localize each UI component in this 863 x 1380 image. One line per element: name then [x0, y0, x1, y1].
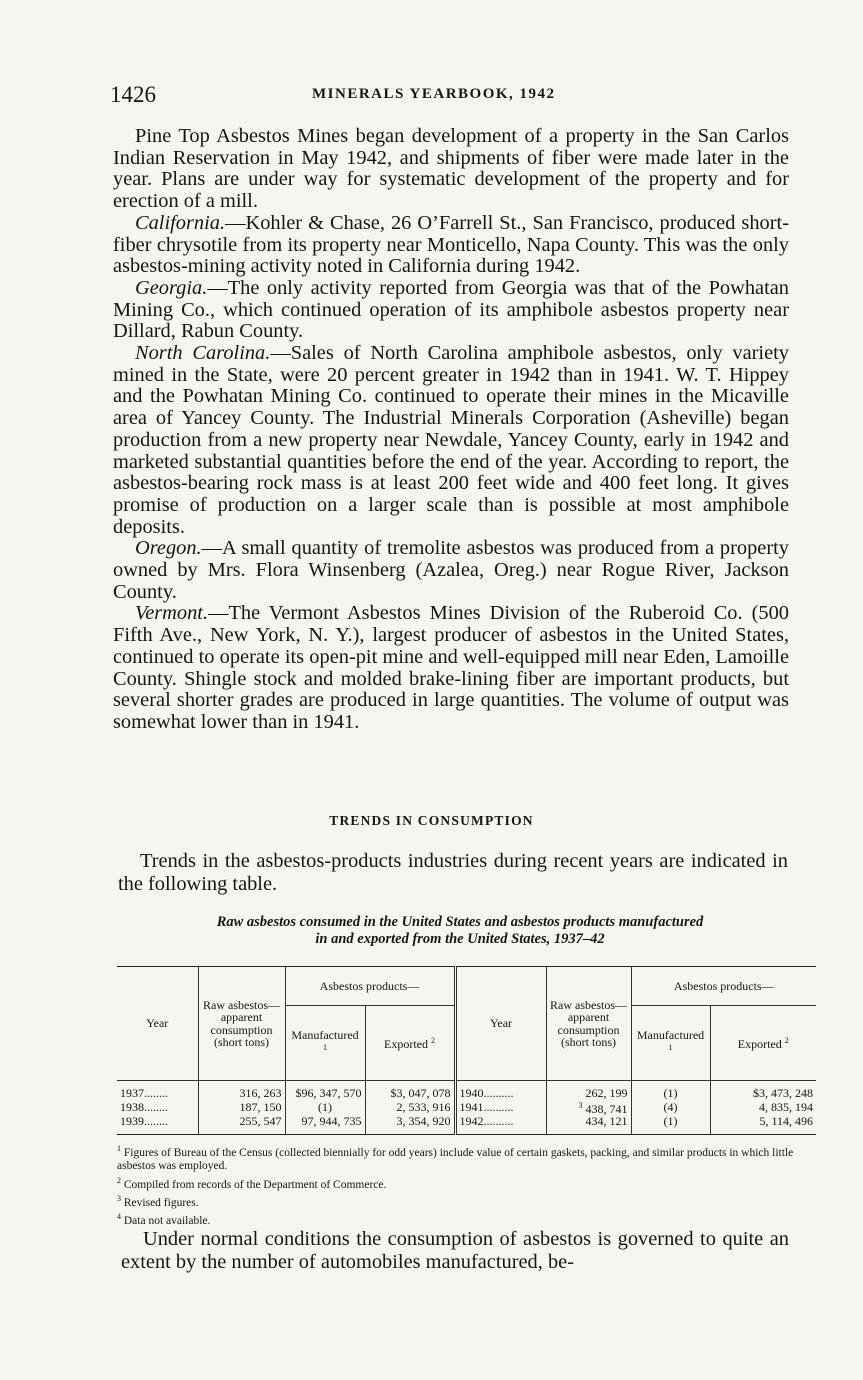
state-lead: North Carolina. — [135, 342, 271, 365]
closing-text: Under normal conditions the consumption of asbestos is governed to quite an extent by the number of automobiles manufactured, be- — [121, 1228, 789, 1273]
paragraph-text: —The Vermont Asbestos Mines Division of the Ruberoid Co. (500 Fifth Ave., New York, N. Y.), largest producer of asbestos in the United States, continued to operate its open-pit mine and well-equipped mill near Eden, Lamoille County. Shingle stock and molded brake-lining fiber are important products, but several shorter grades are produced in large quantities. The volume of output was somewhat lower than in 1941. — [113, 602, 789, 733]
exported-cell: $3, 047, 078 — [365, 1087, 455, 1100]
state-paragraphs — [113, 126, 789, 734]
footnote-mark: 1 — [668, 1042, 673, 1052]
footnote-mark: 3 — [117, 1194, 121, 1204]
running-title: MINERALS YEARBOOK, 1942 — [312, 86, 556, 102]
paragraph-california — [113, 213, 789, 278]
table-row: 1937........ 316, 263 $96, 347, 570 $3, 047, 078 1940.......... 262, 199 (1) $3, 473, 248 — [117, 1087, 816, 1100]
footnote — [117, 1192, 817, 1210]
manufactured-cell: (1) — [631, 1115, 710, 1128]
footnote-mark: 2 — [784, 1036, 789, 1046]
section-heading: TRENDS IN CONSUMPTION — [329, 813, 534, 828]
raw-cell: 255, 547 — [198, 1115, 285, 1128]
footnote-mark: 3 — [578, 1100, 583, 1110]
state-lead: California. — [135, 211, 226, 234]
manufactured-cell: (4) — [631, 1100, 710, 1116]
consumption-table — [117, 966, 816, 1135]
exported-header — [710, 1006, 816, 1081]
footnote-text: Figures of Bureau of the Census (collected biennially for odd years) include value of certain gaskets, packing, and similar products in which little asbestos was employed. — [117, 1146, 794, 1173]
paragraph-text: —Kohler & Chase, 26 O’Farrell St., San Francisco, produced short-fiber chrysotile from its property near Monticello, Napa County. This was the only asbestos-mining activity noted in California during 1942. — [113, 211, 789, 278]
footnote-mark: 2 — [117, 1175, 121, 1185]
paragraph-north-carolina — [113, 343, 789, 538]
paragraph-text: —The only activity reported from Georgia was that of the Powhatan Mining Co., which continued operation of its amphibole asbestos property near Dillard, Rabun County. — [113, 276, 789, 343]
footnote — [117, 1174, 817, 1192]
raw-header: Raw asbestos—apparent consumption (short tons) — [198, 967, 285, 1081]
section-intro — [118, 850, 788, 896]
raw-cell — [546, 1100, 631, 1116]
paragraph-text: —Sales of North Carolina amphibole asbestos, only variety mined in the State, were 20 percent greater in 1942 than in 1941. W. T. Hippey and the Powhatan Mining Co. continued to operate their mines in the Micaville area of Yancey County. The Industrial Minerals Corporation (Asheville) began production from a new property near Newdale, Yancey County, early in 1942 and marketed substantial quantities before the end of the year. According to report, the asbestos-bearing rock mass is at least 200 feet wide and 400 feet long. It gives promise of production on a larger scale than is possible at most amphibole deposits. — [113, 342, 789, 538]
header-label: Exported — [737, 1037, 782, 1052]
paragraph-vermont — [113, 603, 789, 733]
raw-header: Raw asbestos—apparent consumption (short tons) — [546, 967, 631, 1081]
footnote-text: Revised figures. — [123, 1196, 199, 1209]
year-cell: 1941 — [459, 1100, 484, 1114]
footnote-text: Compiled from records of the Department of Commerce. — [123, 1178, 387, 1191]
header-label: Manufactured — [636, 1028, 705, 1042]
header-label: Exported — [384, 1037, 428, 1052]
raw-cell: 262, 199 — [546, 1087, 631, 1100]
raw-cell: 434, 121 — [546, 1115, 631, 1128]
year-header: Year — [455, 967, 546, 1081]
manufactured-header — [631, 1006, 710, 1081]
exported-cell: 5, 114, 496 — [759, 1114, 813, 1128]
table-row: 1939........ 255, 547 97, 944, 735 3, 354, 920 1942.......... 434, 121 (1) 5, 114, 496 — [117, 1115, 816, 1128]
footnote-mark: 1 — [117, 1144, 121, 1153]
year-cell: 1939 — [120, 1114, 144, 1128]
year-cell: 1937 — [120, 1086, 144, 1100]
paragraph-georgia — [113, 278, 789, 343]
state-lead: Vermont. — [135, 602, 209, 625]
table-caption — [110, 914, 810, 948]
raw-cell: 187, 150 — [198, 1100, 285, 1116]
paragraph-text: —A small quantity of tremolite asbestos was produced from a property owned by Mrs. Flora Winsenberg (Azalea, Oreg.) near Rogue River, Jackson County. — [113, 537, 789, 603]
table-row: 1938........ 187, 150 (1) 2, 533, 916 1941.......... $^3$ 438, 741 (4) 4, 835, 194 — [117, 1100, 816, 1116]
footnote — [117, 1142, 817, 1174]
exported-cell: $3, 473, 248 — [753, 1086, 813, 1100]
year-cell: 1942 — [459, 1114, 484, 1128]
closing-paragraph — [121, 1228, 789, 1274]
header-label: Manufactured — [291, 1028, 359, 1042]
exported-cell: 3, 354, 920 — [365, 1115, 455, 1128]
manufactured-cell: $96, 347, 570 — [285, 1087, 365, 1100]
state-lead: Georgia. — [135, 276, 208, 299]
exported-header — [365, 1006, 455, 1081]
raw-cell: 316, 263 — [198, 1087, 285, 1100]
footnote-text: Data not available. — [123, 1215, 211, 1228]
manufactured-cell: 97, 944, 735 — [285, 1115, 365, 1128]
year-cell: 1938 — [120, 1100, 144, 1114]
products-group-header: Asbestos products— — [631, 967, 816, 1006]
state-lead: Oregon. — [135, 537, 202, 560]
exported-cell: 4, 835, 194 — [759, 1100, 813, 1114]
caption-line: Raw asbestos consumed in the United States and asbestos products manufactured — [216, 914, 704, 930]
manufactured-cell: (1) — [631, 1087, 710, 1100]
paragraph-pine-top: Pine Top Asbestos Mines began development of a property in the San Carlos Indian Reservation in May 1942, and shipments of fiber were made later in the year. Plans are under way for systematic development of the property and for erection of a mill. — [113, 125, 789, 213]
table-footnotes — [117, 1142, 817, 1229]
paragraph-oregon — [113, 538, 789, 603]
products-group-header: Asbestos products— — [285, 967, 455, 1006]
raw-value: 438, 741 — [585, 1101, 628, 1116]
footnote — [117, 1210, 817, 1228]
footnote-mark: 4 — [117, 1212, 121, 1222]
intro-text: Trends in the asbestos-products industries during recent years are indicated in the following table. — [118, 850, 788, 895]
caption-line: in and exported from the United States, 1937–42 — [315, 931, 605, 947]
page-number: 1426 — [110, 82, 156, 107]
footnote-mark: 2 — [431, 1036, 435, 1046]
exported-cell: 2, 533, 916 — [365, 1100, 455, 1116]
manufactured-cell: (1) — [285, 1100, 365, 1116]
manufactured-header — [285, 1006, 365, 1081]
footnote-mark: 1 — [323, 1042, 327, 1052]
year-header: Year — [117, 967, 198, 1081]
year-cell: 1940 — [459, 1086, 484, 1100]
